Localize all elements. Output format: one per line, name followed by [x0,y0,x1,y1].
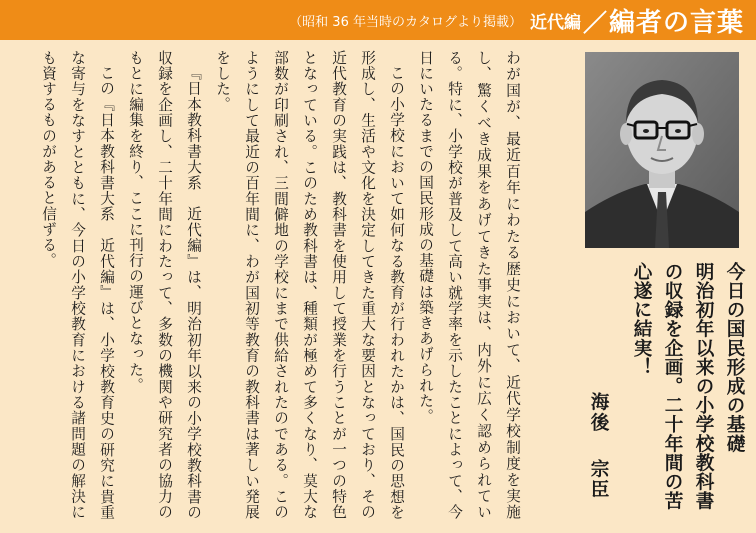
headline-line-3: の収録を企画。二十年間の苦 [662,262,683,511]
header-bar [0,0,756,40]
author-portrait [585,52,739,248]
headline-line-2: 明治初年以来の小学校教科書 [693,262,714,511]
page-title: 編者の言葉 [608,7,744,38]
header-note: （昭和 36 年当時のカタログより掲載） [289,14,522,30]
body-paragraph-1: わが国が、最近百年にわたる歴史において、近代学校制度を実施し、驚くべき成果をあげてきた事実は、内外に広く認められている。特に、小学校が普及して高い就学率を示したことによって、今日にいたるまでの国民形成の基礎は築きあげられた。 [417,50,521,520]
body-paragraph-3: 『日本教科書大系 近代編』は、明治初年以来の小学校教科書の収録を企画し、二十年間にわたって、多数の機関や研究者の協力のもとに編集を終り、ここに刊行の運びとなった。 [127,50,202,520]
body-paragraph-2: この小学校において如何なる教育が行われたかは、国民の思想を形成し、生活や文化を決定してきた重大な要因となっており、その近代教育の実践は、教科書を使用して授業を行うことが一つの特色となっている。このため教科書は、種類が極めて多くなり、莫大な部数が印刷され、三間僻地の学校にまで供給されたのである。このようにして最近の百年間に、わが国初等教育の教科書は著しい発展をした。 [214,50,405,520]
headline-line-4: 心遂に結実！ [631,262,652,377]
author-given-name: 宗臣 [588,459,609,501]
body-text [40,50,527,520]
header-slash: ／ [582,8,607,37]
body-paragraph-4: この『日本教科書大系 近代編』は、小学校教育史の研究に貴重な寄与をなすとともに、今日の小学校教育における諸問題の解決にも資するものがあると信ずる。 [40,50,115,520]
header-series: 近代編 [529,12,581,33]
author-name [581,392,611,532]
author-family-name: 海後 [588,392,609,434]
portrait-photo-icon [585,52,739,248]
headline-line-1: 今日の国民形成の基礎 [724,262,745,453]
